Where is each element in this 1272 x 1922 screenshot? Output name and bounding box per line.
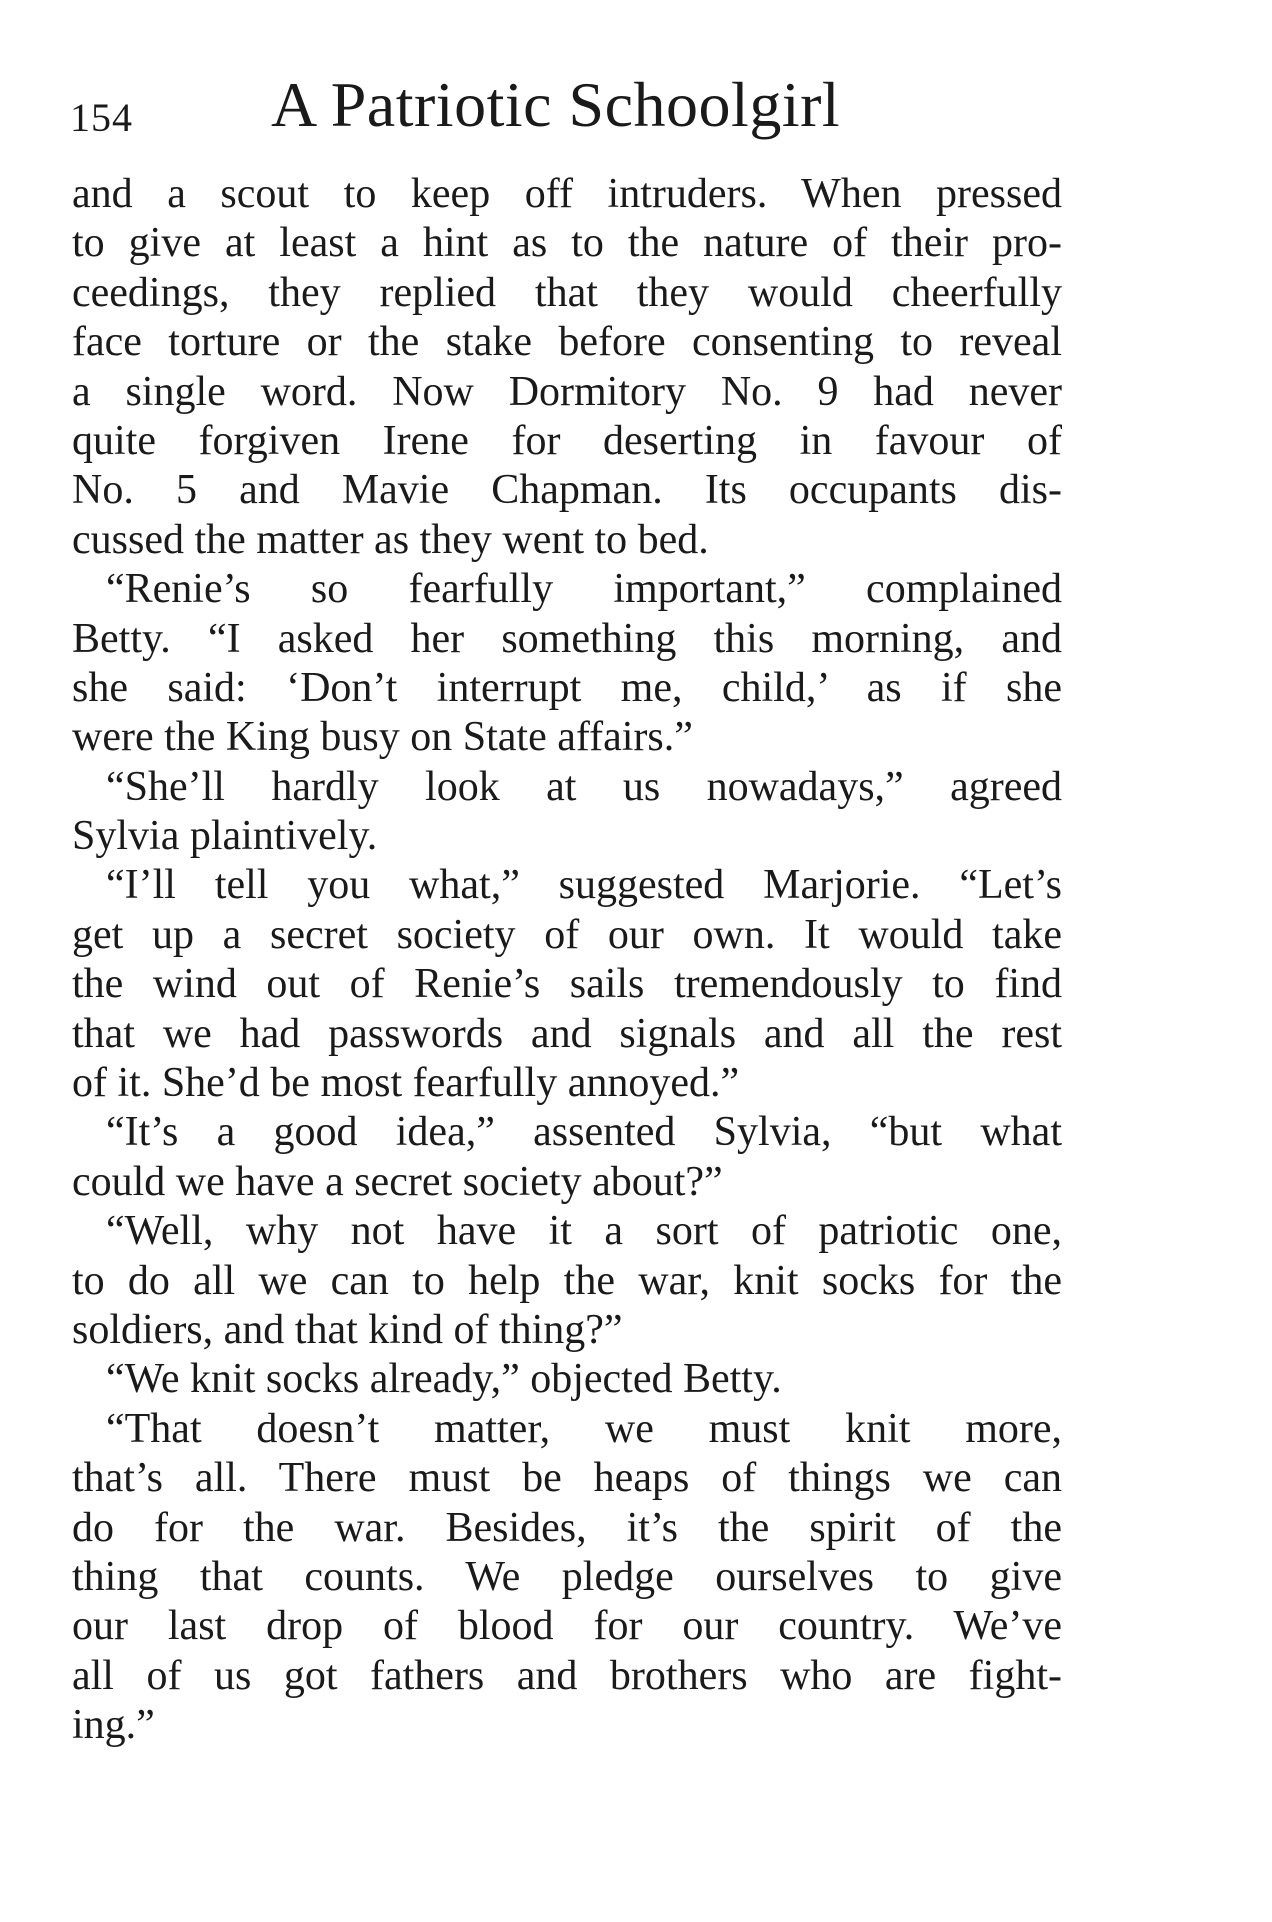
page-header [70,68,1070,148]
text-line: “That doesn’t matter, we must knit more, [106,1405,1062,1452]
text-line: cussed the matter as they went to bed. [72,516,709,563]
body-text [72,170,1062,1751]
page-number: 154 [70,95,133,140]
text-line: could we have a secret society about?” [72,1158,723,1205]
text-line: “I’ll tell you what,” suggested Marjorie. “Let’s [106,862,1062,909]
text-line: “Renie’s so fearfully important,” complained [106,566,1062,613]
text-line: “We knit socks already,” objected Betty. [106,1356,782,1403]
text-line: to give at least a hint as to the nature of their pro- [72,220,1062,267]
text-line: our last drop of blood for our country. We’ve [72,1603,1062,1650]
text-line: all of us got fathers and brothers who are fight- [72,1652,1062,1699]
text-line: to do all we can to help the war, knit socks for the [72,1257,1062,1304]
text-line: thing that counts. We pledge ourselves to give [72,1553,1062,1600]
text-line: were the King busy on State affairs.” [72,714,693,761]
text-line: “It’s a good idea,” assented Sylvia, “but what [106,1109,1062,1156]
text-line: get up a secret society of our own. It would take [72,911,1062,958]
text-line: do for the war. Besides, it’s the spirit of the [72,1504,1062,1551]
text-line: ceedings, they replied that they would cheerfully [72,269,1062,316]
text-line: No. 5 and Mavie Chapman. Its occupants dis- [72,467,1062,514]
text-line: soldiers, and that kind of thing?” [72,1306,623,1353]
text-line: and a scout to keep off intruders. When pressed [72,171,1062,217]
text-line: she said: ‘Don’t interrupt me, child,’ as if she [72,664,1062,711]
text-line: quite forgiven Irene for deserting in favour of [72,417,1062,464]
text-line: that’s all. There must be heaps of things we can [72,1455,1062,1502]
text-line: “Well, why not have it a sort of patriotic one, [106,1208,1062,1255]
text-line: of it. She’d be most fearfully annoyed.” [72,1060,740,1107]
text-line: the wind out of Renie’s sails tremendously to find [72,961,1062,1008]
text-line: “She’ll hardly look at us nowadays,” agreed [106,763,1062,810]
text-line: Sylvia plaintively. [72,813,378,860]
text-line: ing.” [72,1702,155,1749]
text-line: Betty. “I asked her something this morning, and [72,615,1062,662]
running-title: A Patriotic Schoolgirl [271,69,841,140]
text-line: that we had passwords and signals and all the rest [72,1010,1062,1057]
text-line: a single word. Now Dormitory No. 9 had never [72,368,1062,415]
text-line: face torture or the stake before consenting to reveal [72,319,1062,366]
